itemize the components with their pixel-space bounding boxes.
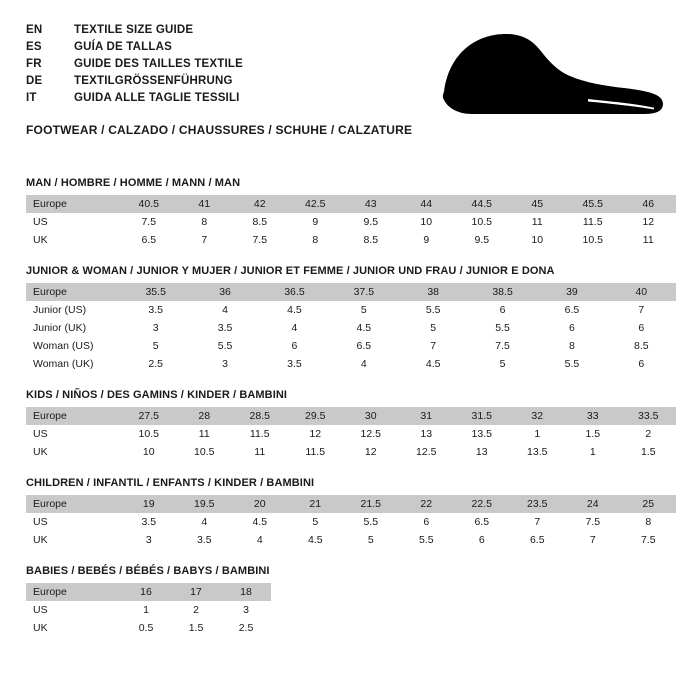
cell: 25 [642, 498, 655, 510]
section-title: BABIES / BEBÉS / BÉBÉS / BABYS / BAMBINI [26, 565, 270, 577]
cell: 3.5 [287, 358, 302, 370]
cell: 6.5 [529, 534, 545, 546]
section-junior-woman [26, 265, 674, 373]
cell: 22 [420, 498, 433, 510]
cell: 37.5 [353, 286, 375, 298]
table-row [26, 601, 271, 619]
cell: 5.5 [425, 304, 441, 316]
cell: 33 [586, 410, 599, 422]
cell: 3 [243, 604, 249, 616]
cell: 0.5 [138, 622, 154, 634]
cell: 11 [254, 446, 266, 458]
size-table-man [26, 195, 676, 249]
language-code: DE [26, 75, 43, 87]
cell: 4.5 [252, 516, 268, 528]
cell: 7 [534, 516, 541, 528]
cell: 12 [364, 446, 377, 458]
language-title-list-body [26, 24, 243, 109]
cell: 12.5 [360, 428, 381, 440]
cell: 36 [219, 286, 231, 298]
cell: 9.5 [474, 234, 490, 246]
cell: 6 [291, 340, 298, 352]
cell: 8 [201, 216, 208, 228]
language-title-list [26, 24, 243, 109]
cell: 5 [430, 322, 437, 334]
language-code: EN [26, 24, 43, 36]
footwear-subtitle: FOOTWEAR / CALZADO / CHAUSSURES / SCHUHE / CALZATURE [26, 123, 413, 137]
cell: 6.5 [141, 234, 157, 246]
cell: 10 [531, 234, 544, 246]
cell: 4.5 [307, 534, 323, 546]
cell: 10.5 [471, 216, 492, 228]
cell: 7 [430, 340, 437, 352]
cell: 7.5 [252, 234, 268, 246]
table-row [26, 425, 676, 443]
cell: 5.5 [363, 516, 379, 528]
cell: 5 [312, 516, 319, 528]
table-row [26, 301, 676, 319]
section-title: CHILDREN / INFANTIL / ENFANTS / KINDER / BAMBINI [26, 477, 315, 489]
table-row-header [26, 407, 676, 425]
cell: 6 [569, 322, 575, 334]
language-code: ES [26, 41, 42, 53]
cell: 31 [420, 410, 433, 422]
cell: 39 [566, 286, 578, 298]
table-row-header [26, 495, 676, 513]
language-code: FR [26, 58, 42, 70]
cell: 38.5 [492, 286, 513, 298]
cell: 7 [201, 234, 208, 246]
cell: 5.5 [564, 358, 580, 370]
section-man [26, 177, 674, 249]
row-label: UK [33, 234, 48, 246]
cell: 7.5 [495, 340, 510, 352]
cell: 3 [152, 322, 159, 334]
cell: 8.5 [634, 340, 649, 352]
cell: 13.5 [527, 446, 548, 458]
cell: 1.5 [188, 622, 204, 634]
cell: 21 [309, 498, 322, 510]
cell: 6 [638, 358, 645, 370]
row-label: Europe [33, 198, 67, 210]
table-row [26, 213, 676, 231]
language-title: GUÍA DE TALLAS [74, 41, 172, 53]
cell: 17 [190, 586, 202, 598]
cell: 8.5 [363, 234, 379, 246]
cell: 16 [140, 586, 152, 598]
cell: 45 [531, 198, 544, 210]
cell: 8 [569, 340, 575, 352]
cell: 2 [645, 428, 652, 440]
cell: 6.5 [564, 304, 580, 316]
table-row-header [26, 283, 676, 301]
cell: 9.5 [363, 216, 379, 228]
cell: 8 [312, 234, 319, 246]
cell: 8 [645, 516, 652, 528]
section-title: MAN / HOMBRE / HOMME / MANN / MAN [26, 177, 241, 189]
cell: 4.5 [425, 358, 441, 370]
row-label: US [33, 216, 48, 228]
cell: 3.5 [217, 322, 233, 334]
cell: 4 [291, 322, 298, 334]
language-row [26, 24, 243, 41]
cell: 4 [256, 534, 263, 546]
table-row [26, 531, 676, 549]
table-row [26, 513, 676, 531]
cell: 36.5 [284, 286, 305, 298]
cell: 46 [642, 198, 655, 210]
cell: 5 [367, 534, 374, 546]
cell: 40 [635, 286, 648, 298]
cell: 4 [222, 304, 228, 316]
cell: 5.5 [217, 340, 233, 352]
row-label: UK [33, 446, 48, 458]
cell: 35.5 [145, 286, 166, 298]
row-label: Woman (UK) [33, 358, 94, 370]
cell: 10 [142, 446, 155, 458]
cell: 10 [420, 216, 433, 228]
table-row-header [26, 583, 271, 601]
cell: 4.5 [287, 304, 302, 316]
cell: 6 [478, 534, 485, 546]
section-babies [26, 565, 674, 637]
size-table-babies [26, 583, 271, 637]
table-row-header [26, 195, 676, 213]
row-label: Europe [33, 586, 67, 598]
table-row [26, 337, 676, 355]
size-table-kids [26, 407, 676, 461]
cell: 1.5 [585, 428, 601, 440]
table-row [26, 355, 676, 373]
cell: 19.5 [194, 498, 215, 510]
language-title: TEXTILGRÖSSENFÜHRUNG [74, 75, 233, 87]
cell: 28 [198, 410, 211, 422]
dress-shoe-icon [436, 30, 666, 120]
cell: 30 [364, 410, 377, 422]
size-table-junior-woman [26, 283, 676, 373]
cell: 11.5 [305, 446, 326, 458]
cell: 13.5 [471, 428, 492, 440]
row-label: UK [33, 534, 48, 546]
cell: 38 [427, 286, 440, 298]
cell: 5 [499, 358, 506, 370]
section-title: KIDS / NIÑOS / DES GAMINS / KINDER / BAMBINI [26, 389, 288, 401]
size-table-body [26, 195, 676, 249]
cell: 13 [420, 428, 433, 440]
cell: 7.5 [585, 516, 601, 528]
cell: 11 [531, 216, 543, 228]
cell: 27.5 [138, 410, 159, 422]
language-row [26, 75, 243, 92]
cell: 9 [312, 216, 319, 228]
table-row [26, 319, 676, 337]
cell: 7 [638, 304, 645, 316]
cell: 20 [253, 498, 266, 510]
row-label: Europe [33, 286, 67, 298]
cell: 5.5 [495, 322, 510, 334]
cell: 5 [360, 304, 367, 316]
cell: 3.5 [148, 304, 163, 316]
row-label: Europe [33, 498, 67, 510]
cell: 42 [253, 198, 266, 210]
row-label: Junior (UK) [33, 322, 87, 334]
cell: 5 [152, 340, 159, 352]
cell: 1.5 [640, 446, 656, 458]
cell: 13 [475, 446, 488, 458]
cell: 6 [499, 304, 506, 316]
cell: 22.5 [471, 498, 492, 510]
cell: 7.5 [141, 216, 157, 228]
cell: 6.5 [474, 516, 490, 528]
cell: 28.5 [249, 410, 270, 422]
cell: 18 [240, 586, 252, 598]
cell: 2 [193, 604, 199, 616]
cell: 5.5 [418, 534, 434, 546]
cell: 45.5 [582, 198, 603, 210]
cell: 4.5 [356, 322, 372, 334]
cell: 4 [201, 516, 208, 528]
cell: 12 [642, 216, 655, 228]
row-label: US [33, 516, 48, 528]
cell: 11 [198, 428, 210, 440]
cell: 7 [589, 534, 596, 546]
cell: 3.5 [141, 516, 157, 528]
cell: 41 [198, 198, 211, 210]
language-row [26, 41, 243, 58]
cell: 21.5 [360, 498, 381, 510]
cell: 12 [309, 428, 322, 440]
cell: 11.5 [582, 216, 603, 228]
cell: 2.5 [148, 358, 163, 370]
table-row [26, 619, 271, 637]
section-title: JUNIOR & WOMAN / JUNIOR Y MUJER / JUNIOR ET FEMME / JUNIOR UND FRAU / JUNIOR E DONA [26, 265, 555, 277]
cell: 3 [145, 534, 152, 546]
cell: 10.5 [138, 428, 159, 440]
cell: 1 [534, 428, 541, 440]
table-row [26, 443, 676, 461]
cell: 44 [420, 198, 433, 210]
cell: 6.5 [356, 340, 372, 352]
row-label: US [33, 604, 48, 616]
size-table-body [26, 495, 676, 549]
language-row [26, 92, 243, 109]
cell: 1 [589, 446, 596, 458]
cell: 11.5 [249, 428, 270, 440]
cell: 2.5 [238, 622, 254, 634]
cell: 19 [142, 498, 155, 510]
row-label: Europe [33, 410, 67, 422]
cell: 10.5 [194, 446, 215, 458]
cell: 11 [642, 234, 654, 246]
size-table-body [26, 583, 271, 637]
cell: 43 [364, 198, 377, 210]
cell: 3.5 [196, 534, 212, 546]
cell: 1 [143, 604, 149, 616]
cell: 42.5 [305, 198, 326, 210]
cell: 6 [638, 322, 645, 334]
row-label: US [33, 428, 48, 440]
document-header [26, 24, 674, 137]
language-title: GUIDA ALLE TAGLIE TESSILI [74, 92, 240, 104]
language-row [26, 58, 243, 75]
cell: 8.5 [252, 216, 268, 228]
cell: 6 [423, 516, 430, 528]
size-table-body [26, 407, 676, 461]
cell: 4 [360, 358, 367, 370]
cell: 29.5 [305, 410, 326, 422]
size-table-body [26, 283, 676, 373]
table-row [26, 231, 676, 249]
language-code: IT [26, 92, 37, 104]
cell: 9 [423, 234, 430, 246]
language-title: TEXTILE SIZE GUIDE [74, 24, 194, 36]
language-title: GUIDE DES TAILLES TEXTILE [74, 58, 243, 70]
cell: 33.5 [638, 410, 659, 422]
section-kids [26, 389, 674, 461]
size-table-children [26, 495, 676, 549]
cell: 44.5 [471, 198, 492, 210]
cell: 10.5 [582, 234, 603, 246]
section-children [26, 477, 674, 549]
cell: 12.5 [416, 446, 437, 458]
cell: 40.5 [138, 198, 159, 210]
cell: 7.5 [640, 534, 656, 546]
cell: 32 [531, 410, 544, 422]
cell: 31.5 [471, 410, 492, 422]
row-label: Junior (US) [33, 304, 87, 316]
cell: 23.5 [527, 498, 548, 510]
row-label: UK [33, 622, 48, 634]
cell: 3 [222, 358, 228, 370]
cell: 24 [586, 498, 599, 510]
size-sections [26, 177, 674, 637]
row-label: Woman (US) [33, 340, 94, 352]
